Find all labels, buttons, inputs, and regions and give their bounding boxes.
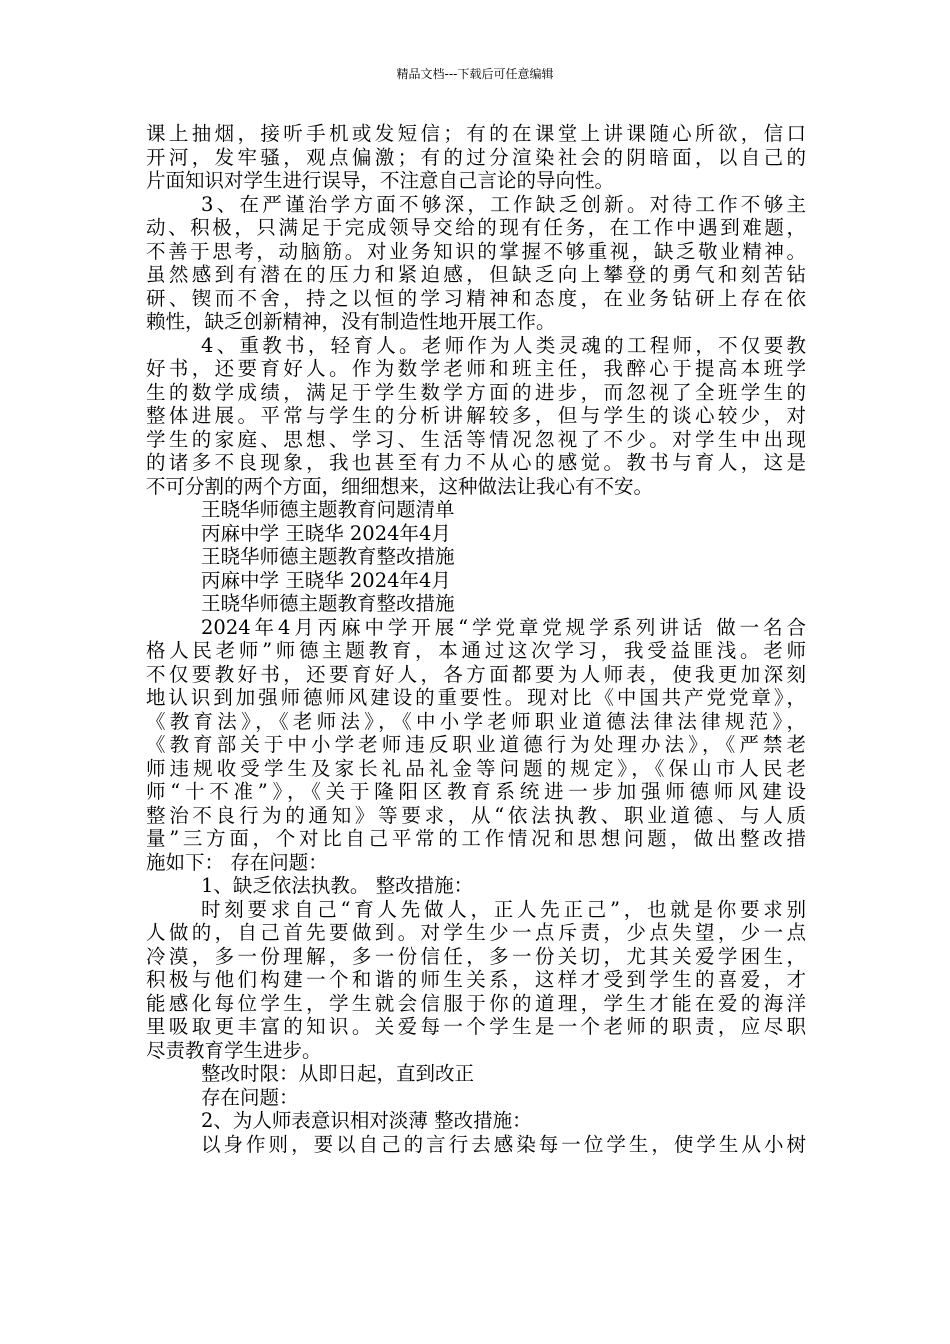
text-line: 课上抽烟，接听手机或发短信；有的在课堂上讲课随心所欲，信口 [146, 122, 806, 145]
text-line: 地认识到加强师德师风建设的重要性。现对比《中国共产党党章》， [146, 686, 806, 709]
text-line: 《教育法》，《老师法》，《中小学老师职业道德法律法律规范》， [146, 709, 806, 733]
text-line: 开河，发牢骚，观点偏激；有的过分渲染社会的阴暗面，以自己的 [146, 145, 806, 169]
text-line: 丙麻中学 王晓华 2024年4月 [201, 521, 451, 545]
text-line: 研、锲而不舍，持之以恒的学习精神和态度，在业务钻研上存在依 [146, 286, 806, 310]
text-line: 尽责教育学生进步。 [146, 1038, 322, 1062]
text-line: 《教育部关于中小学老师违反职业道德行为处理办法》，《严禁老 [146, 733, 806, 756]
text-line: 2、为人师表意识相对淡薄 整改措施： [201, 1109, 532, 1132]
text-line: 4、重教书，轻育人。老师作为人类灵魂的工程师，不仅要教 [201, 333, 806, 357]
text-line: 不善于思考，动脑筋。对业务知识的掌握不够重视，缺乏敬业精神。 [146, 239, 806, 263]
document-body [146, 122, 806, 1156]
text-line: 1、缺乏依法执教。 整改措施： [201, 874, 474, 897]
text-line: 师“十不准”》，《关于隆阳区教育系统进一步加强师德师风建设 [146, 780, 806, 803]
page-header: 精品文档---下载后可任意编辑 [396, 67, 554, 81]
text-line: 积极与他们构建一个和谐的师生关系，这样才受到学生的喜爱，才 [146, 968, 806, 991]
text-line: 量”三方面，个对比自己平常的工作情况和思想问题，做出整改措 [146, 827, 806, 850]
text-line: 丙麻中学 王晓华 2024年4月 [201, 568, 451, 592]
text-line: 里吸取更丰富的知识。关爱每一个学生是一个老师的职责，应尽职 [146, 1015, 806, 1038]
text-line: 动、积极，只满足于完成领导交给的现有任务，在工作中遇到难题， [146, 216, 806, 239]
text-line: 整改时限：从即日起，直到改正 [201, 1062, 475, 1085]
text-line: 以身作则，要以自己的言行去感染每一位学生，使学生从小树 [201, 1132, 806, 1156]
text-line: 生的数学成绩，满足于学生数学方面的进步，而忽视了全班学生的 [146, 380, 806, 404]
text-line: 人做的，自己首先要做到。对学生少一点斥责，少点失望，少一点 [146, 921, 806, 944]
text-line: 能感化每位学生，学生就会信服于你的道理，学生才能在爱的海洋 [146, 991, 806, 1015]
text-line: 整治不良行为的通知》等要求，从“依法执教、职业道德、与人质 [146, 803, 806, 827]
text-line: 赖性，缺乏创新精神，没有制造性地开展工作。 [146, 310, 556, 333]
text-line: 虽然感到有潜在的压力和紧迫感，但缺乏向上攀登的勇气和刻苦钻 [146, 263, 806, 286]
text-line: 王晓华师德主题教育问题清单 [201, 498, 455, 521]
text-line: 学生的家庭、思想、学习、生活等情况忽视了不少。对学生中出现 [146, 427, 806, 451]
text-line: 冷漠，多一份理解，多一份信任，多一份关切，尤其关爱学困生， [146, 944, 806, 968]
text-line: 的诸多不良现象，我也甚至有力不从心的感觉。教书与育人，这是 [146, 451, 806, 474]
text-line: 不仅要教好书，还要育好人，各方面都要为人师表，使我更加深刻 [146, 662, 806, 686]
text-line: 2024年4月丙麻中学开展“学党章党规学系列讲话 做一名合 [201, 615, 806, 639]
text-line: 整体进展。平常与学生的分析讲解较多，但与学生的谈心较少，对 [146, 404, 806, 427]
text-line: 师违规收受学生及家长礼品礼金等问题的规定》，《保山市人民老 [146, 756, 806, 780]
text-line: 片面知识对学生进行误导，不注意自己言论的导向性。 [146, 169, 615, 192]
text-line: 不可分割的两个方面，细细想来，这种做法让我心有不安。 [146, 474, 654, 498]
text-line: 王晓华师德主题教育整改措施 [201, 545, 455, 568]
text-line: 3、在严谨治学方面不够深，工作缺乏创新。对待工作不够主 [201, 192, 806, 216]
text-line: 好书，还要育好人。作为数学老师和班主任，我醉心于提高本班学 [146, 357, 806, 380]
text-line: 王晓华师德主题教育整改措施 [201, 592, 455, 615]
text-line: 时刻要求自己“育人先做人，正人先正己”，也就是你要求别 [201, 897, 806, 921]
text-line: 施如下： 存在问题： [146, 850, 328, 874]
text-line: 存在问题： [201, 1085, 299, 1109]
text-line: 格人民老师”师德主题教育，本通过这次学习，我受益匪浅。老师 [146, 639, 806, 662]
